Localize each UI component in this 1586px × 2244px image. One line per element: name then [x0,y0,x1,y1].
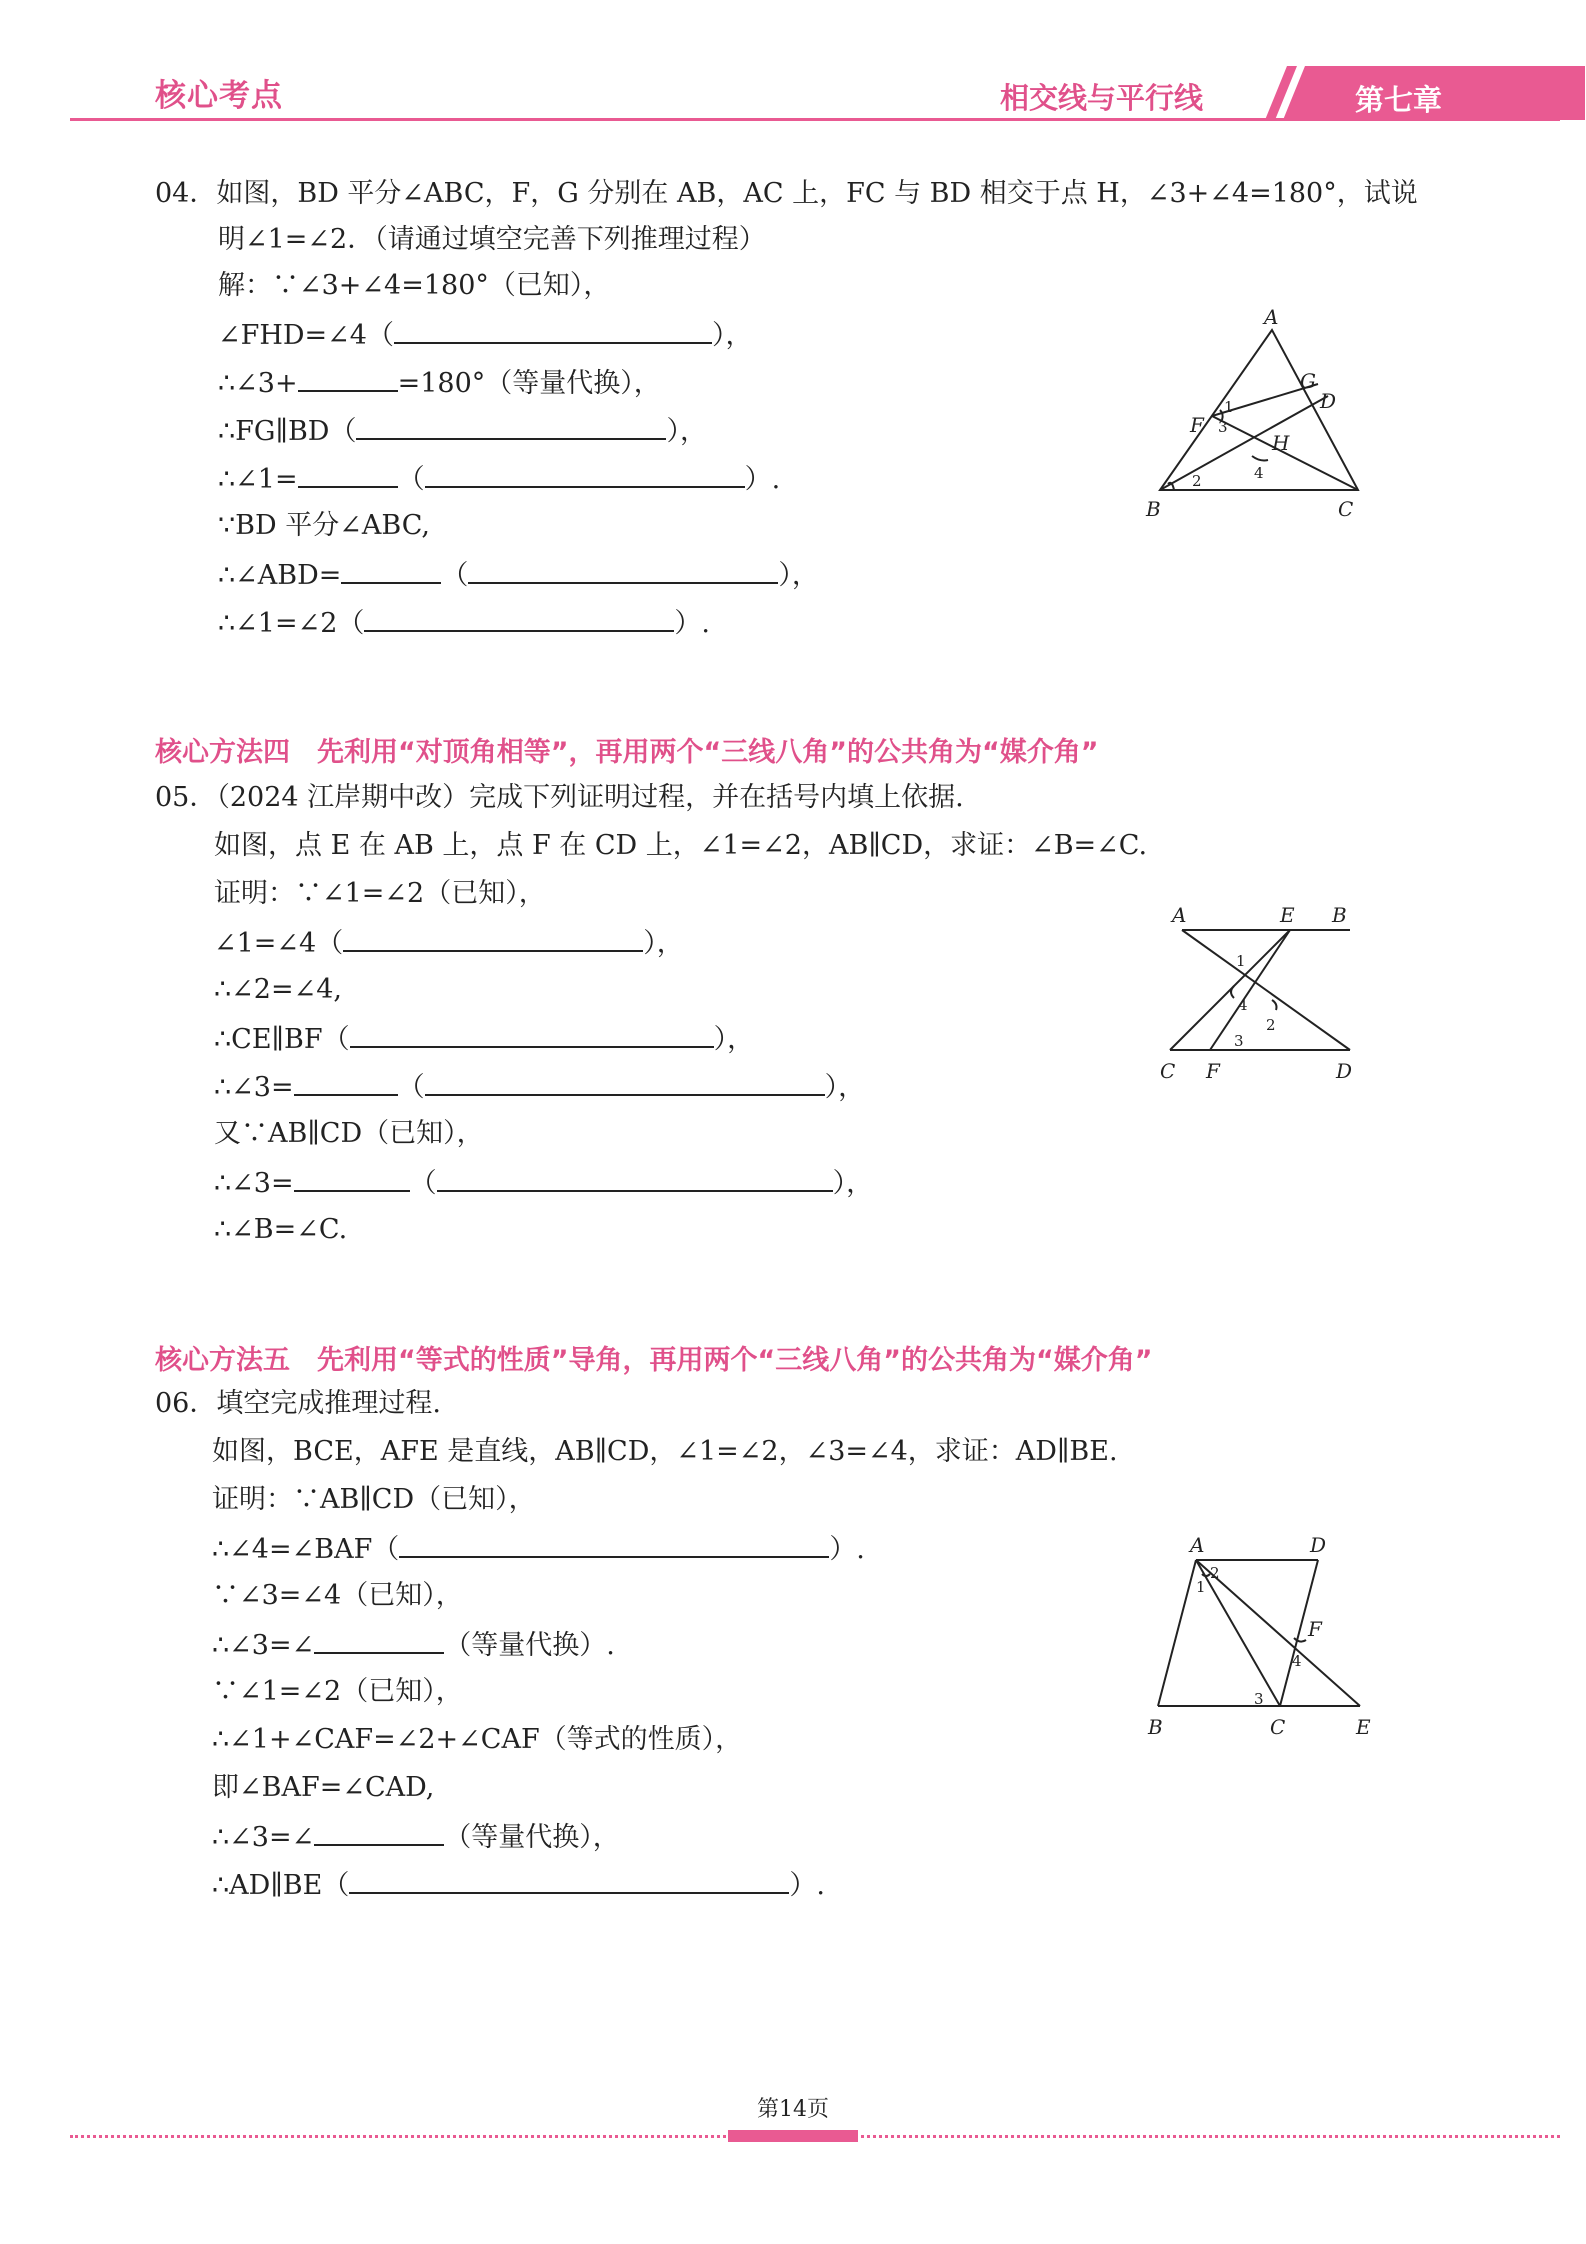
q05-stem-line2: 如图，点 E 在 AB 上，点 F 在 CD 上，∠1=∠2，AB∥CD，求证：∠B=∠C. [214,830,1148,861]
q04-line3 [218,364,661,402]
q04-label-F: F [1190,413,1204,437]
q05-line7-open: （ [409,1168,437,1199]
q06-line8 [212,1818,620,1856]
q05-line4-text: ∴CE∥BF（ [214,1024,350,1055]
q04-line7-end: ）， [778,560,819,591]
q06-line4-end: （等量代换）. [444,1630,615,1661]
q04-blank-4[interactable] [298,460,398,488]
q06-line8-end: （等量代换）， [444,1822,620,1853]
q05-angle-2: 2 [1266,1016,1276,1034]
q06-line1: 证明：∵AB∥CD（已知）， [212,1484,536,1515]
q04-line7-text: ∴∠ABD= [218,560,342,591]
q04-blank-6[interactable] [341,556,441,584]
q06-angle-2: 2 [1210,1564,1220,1582]
q04-blank-7[interactable] [468,556,778,584]
q05-angle-4: 4 [1238,996,1248,1014]
page-number: 第14页 [757,2097,829,2122]
q04-label-G: G [1300,369,1316,393]
q06-blank-2[interactable] [314,1626,444,1654]
q06-line9-end: ）. [789,1870,825,1901]
q05-line1: 证明：∵∠1=∠2（已知）， [214,878,546,909]
q06-line6: ∴∠1+∠CAF=∠2+∠CAF（等式的性质）， [212,1724,743,1755]
q04-line5-open: （ [397,464,425,495]
q05-line3: ∴∠2=∠4, [214,974,342,1005]
q04-line8-end: ）. [674,608,710,639]
q06-line2-end: ）. [829,1534,865,1565]
q04-line5 [218,460,780,498]
q06-label-F: F [1308,1617,1322,1641]
q05-line7-text: ∴∠3= [214,1168,294,1199]
q05-figure [1150,900,1380,1090]
q04-label-C: C [1338,497,1354,521]
q05-blank-2[interactable] [350,1020,714,1048]
header-topic: 相交线与平行线 [1000,81,1204,115]
q05-stem-line1: 05．（2024 江岸期中改）完成下列证明过程，并在括号内填上依据. [155,782,964,813]
q06-label-E: E [1356,1715,1371,1739]
q04-line4-end: ）， [666,416,707,447]
q04-line7-open: （ [441,560,469,591]
q04-label-D: D [1320,389,1337,413]
q06-line8-text: ∴∠3=∠ [212,1822,315,1853]
q04-label-A: A [1264,305,1279,329]
q04-line7 [218,556,819,594]
q04-figure [1140,300,1380,530]
q06-label-B: B [1148,1715,1163,1739]
q06-label-C: C [1270,1715,1286,1739]
q05-line2-end: ）， [643,928,684,959]
q06-angle-3: 3 [1254,1690,1264,1708]
q05-blank-3[interactable] [294,1068,398,1096]
q04-line6: ∵BD 平分∠ABC, [218,510,430,541]
q04-blank-8[interactable] [364,604,674,632]
q04-angle-2: 2 [1192,472,1202,490]
q06-blank-1[interactable] [399,1530,829,1558]
q04-stem-line1: 04．如图，BD 平分∠ABC，F，G 分别在 AB，AC 上，FC 与 BD 相交于点 H，∠3+∠4=180°，试说 [155,178,1418,209]
q05-line4 [214,1020,754,1058]
q04-angle-4: 4 [1254,464,1264,482]
q06-blank-4[interactable] [349,1866,789,1894]
q05-blank-1[interactable] [343,924,643,952]
q06-stem-line1: 06．填空完成推理过程. [155,1388,441,1419]
q04-line2 [218,316,752,354]
q04-blank-1[interactable] [394,316,712,344]
header-chapter: 第七章 [1355,83,1443,117]
q04-line8-text: ∴∠1=∠2（ [218,608,365,639]
q05-line2-text: ∠1=∠4（ [214,928,344,959]
q05-label-A: A [1172,903,1187,927]
q04-line4 [218,412,707,450]
q04-line1: 解：∵∠3+∠4=180°（已知）， [218,270,611,301]
q06-line2 [212,1530,865,1568]
q05-line5 [214,1068,865,1106]
section-method-5: 核心方法五 先利用“等式的性质”导角，再用两个“三线八角”的公共角为“媒介角” [155,1345,1153,1376]
q05-line5-open: （ [397,1072,425,1103]
q05-label-D: D [1336,1059,1353,1083]
q04-line3-end: =180°（等量代换）， [397,368,661,399]
q04-line8 [218,604,710,642]
footer-accent-bar [728,2130,858,2142]
q05-angle-1: 1 [1236,952,1246,970]
q05-line6: 又∵AB∥CD（已知）， [214,1118,484,1149]
q05-line2 [214,924,684,962]
q04-blank-5[interactable] [425,460,745,488]
q05-blank-5[interactable] [294,1164,410,1192]
q04-label-B: B [1146,497,1161,521]
q06-line4 [212,1626,615,1664]
q05-label-F: F [1206,1059,1220,1083]
q05-blank-6[interactable] [437,1164,833,1192]
q05-angle-3: 3 [1234,1032,1244,1050]
q04-line3-text: ∴∠3+ [218,368,298,399]
q04-angle-3: 3 [1218,418,1228,436]
q04-line2-end: ）， [711,320,753,351]
q04-angle-1: 1 [1224,398,1234,416]
header-section-label: 核心考点 [155,78,283,114]
q04-stem-line2: 明∠1=∠2．（请通过填空完善下列推理过程） [218,224,766,255]
q05-line7-end: ）， [832,1168,874,1199]
q06-line7: 即∠BAF=∠CAD, [212,1772,435,1803]
q04-line5-end: ）. [744,464,781,495]
q05-line7 [214,1164,873,1202]
q06-line9 [212,1866,825,1904]
q06-angle-1: 1 [1196,1578,1206,1596]
q05-label-E: E [1280,903,1295,927]
q05-blank-4[interactable] [425,1068,825,1096]
q06-angle-4: 4 [1292,1652,1302,1670]
section-method-4: 核心方法四 先利用“对顶角相等”，再用两个“三线八角”的公共角为“媒介角” [155,737,1099,768]
q04-line2-text: ∠FHD=∠4（ [218,320,394,351]
q04-line4-text: ∴FG∥BD（ [218,416,357,447]
q06-label-A: A [1190,1533,1205,1557]
q05-label-B: B [1332,903,1347,927]
q04-label-H: H [1272,431,1290,455]
q06-line3: ∵∠3=∠4（已知）， [212,1580,463,1611]
q04-line5-text: ∴∠1= [218,464,298,495]
q06-line9-text: ∴AD∥BE（ [212,1870,350,1901]
q06-line5: ∵∠1=∠2（已知）， [212,1676,463,1707]
q05-line5-text: ∴∠3= [214,1072,294,1103]
q06-blank-3[interactable] [314,1818,444,1846]
q05-line5-end: ）， [824,1072,866,1103]
q06-stem-line2: 如图，BCE，AFE 是直线，AB∥CD，∠1=∠2，∠3=∠4，求证：AD∥BE. [212,1436,1118,1467]
q06-line4-text: ∴∠3=∠ [212,1630,315,1661]
q06-figure [1140,1520,1390,1750]
q05-label-C: C [1160,1059,1176,1083]
header-rule [70,118,1560,121]
q06-line2-text: ∴∠4=∠BAF（ [212,1534,400,1565]
q04-blank-3[interactable] [356,412,666,440]
q04-blank-2[interactable] [298,364,398,392]
q05-line4-end: ）， [713,1024,755,1055]
q06-label-D: D [1310,1533,1327,1557]
q05-line8: ∴∠B=∠C. [214,1214,348,1245]
